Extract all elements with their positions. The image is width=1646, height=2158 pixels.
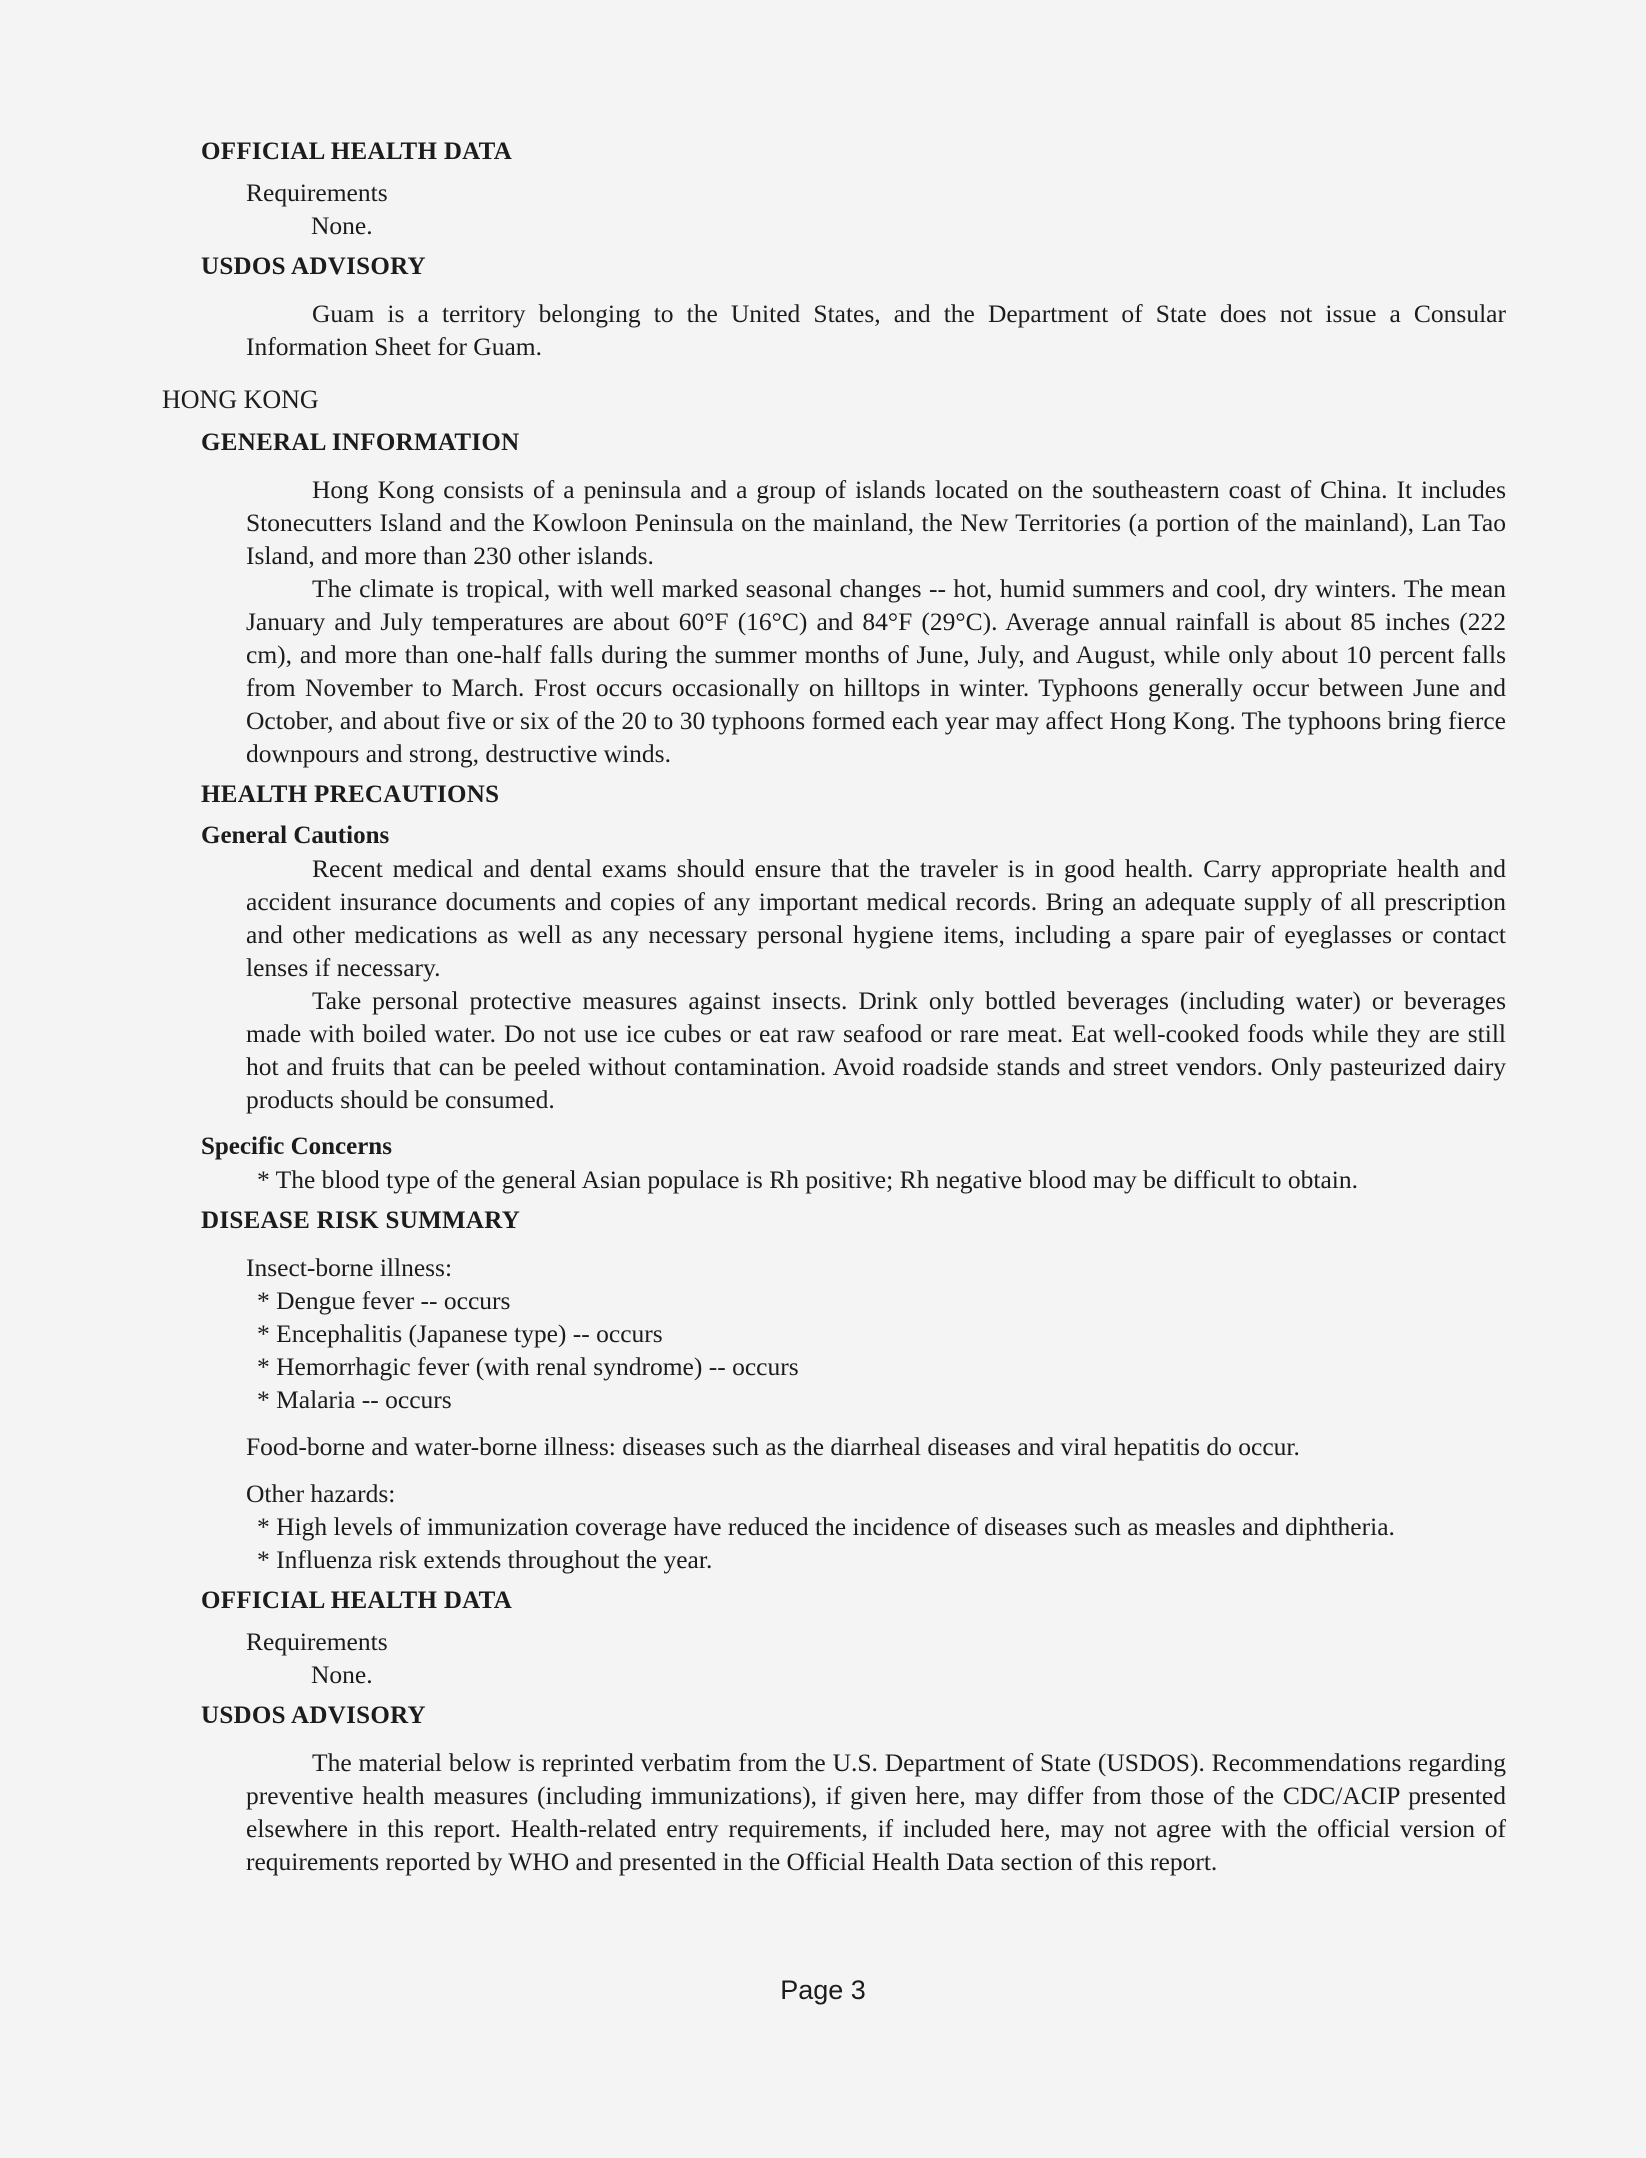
hk-requirements-value: None. (311, 1660, 373, 1689)
general-information-para-2: The climate is tropical, with well marked seasonal changes -- hot, humid summers and cool, dry winters. The mean January and July temperatures are about 60°F (16°C) and 84°F (29°C). Average annual rainfall is about 85 inches (222 cm), and more than one-half falls during the summer months of June, July, and August, while only about 10 percent falls from November to March. Frost occurs occasionally on hilltops in winter. Typhoons generally occur between June and October, and about five or six of the 20 to 30 typhoons formed each year may affect Hong Kong. The typhoons bring fierce downpours and strong, destructive winds. (246, 574, 1506, 768)
general-cautions-heading: General Cautions (201, 822, 390, 849)
general-information-heading: GENERAL INFORMATION (201, 429, 520, 456)
general-information-para-1: Hong Kong consists of a peninsula and a group of islands located on the southeastern coast of China. It includes Stonecutters Island and the Kowloon Peninsula on the mainland, the New Territories (a portion of the mainland), Lan Tao Island, and more than 230 other islands. (246, 475, 1506, 570)
health-precautions-heading: HEALTH PRECAUTIONS (201, 781, 500, 808)
other-hazards-label: Other hazards: (246, 1479, 396, 1508)
guam-official-health-data-heading: OFFICIAL HEALTH DATA (201, 138, 513, 165)
specific-concern-item: * The blood type of the general Asian populace is Rh positive; Rh negative blood may be difficult to obtain. (257, 1165, 1359, 1194)
other-hazards-item: * High levels of immunization coverage have reduced the incidence of diseases such as measles and diphtheria. (257, 1512, 1395, 1541)
specific-concerns-heading: Specific Concerns (201, 1133, 392, 1160)
general-cautions-para-1: Recent medical and dental exams should ensure that the traveler is in good health. Carry appropriate health and accident insurance documents and copies of any important medical records. Bring an adequate supply of all prescription and other medications as well as any necessary personal hygiene items, including a spare pair of eyeglasses or contact lenses if necessary. (246, 854, 1506, 982)
guam-requirements-label: Requirements (246, 178, 388, 207)
general-cautions-para-2: Take personal protective measures against insects. Drink only bottled beverages (including water) or beverages made with boiled water. Do not use ice cubes or eat raw seafood or rare meat. Eat well-cooked foods while they are still hot and fruits that can be peeled without contamination. Avoid roadside stands and street vendors. Only pasteurized dairy products should be consumed. (246, 986, 1506, 1114)
guam-requirements-value: None. (311, 211, 373, 240)
insect-borne-item: * Malaria -- occurs (257, 1385, 452, 1414)
guam-advisory-text: Guam is a territory belonging to the United States, and the Department of State does not issue a Consular Information Sheet for Guam. (246, 299, 1506, 361)
insect-borne-label: Insect-borne illness: (246, 1253, 453, 1282)
country-heading-hong-kong: HONG KONG (162, 385, 319, 414)
hk-official-health-data-heading: OFFICIAL HEALTH DATA (201, 1587, 513, 1614)
hk-requirements-label: Requirements (246, 1627, 388, 1656)
insect-borne-item: * Encephalitis (Japanese type) -- occurs (257, 1319, 663, 1348)
page-content (162, 135, 1506, 1878)
insect-borne-item: * Dengue fever -- occurs (257, 1286, 511, 1315)
hk-usdos-advisory-heading: USDOS ADVISORY (201, 1702, 426, 1729)
page-number: Page 3 (780, 1975, 866, 2005)
other-hazards-item: * Influenza risk extends throughout the year. (257, 1545, 713, 1574)
hk-advisory-text: The material below is reprinted verbatim from the U.S. Department of State (USDOS). Recommendations regarding preventive health measures (including immunizations), if given here, may differ from those of the CDC/ACIP presented elsewhere in this report. Health-related entry requirements, if included here, may not agree with the official version of requirements reported by WHO and presented in the Official Health Data section of this report. (246, 1748, 1506, 1876)
guam-usdos-advisory-heading: USDOS ADVISORY (201, 253, 426, 280)
insect-borne-item: * Hemorrhagic fever (with renal syndrome) -- occurs (257, 1352, 799, 1381)
disease-risk-summary-heading: DISEASE RISK SUMMARY (201, 1207, 521, 1234)
food-water-borne-text: Food-borne and water-borne illness: diseases such as the diarrheal diseases and viral hepatitis do occur. (246, 1432, 1300, 1461)
